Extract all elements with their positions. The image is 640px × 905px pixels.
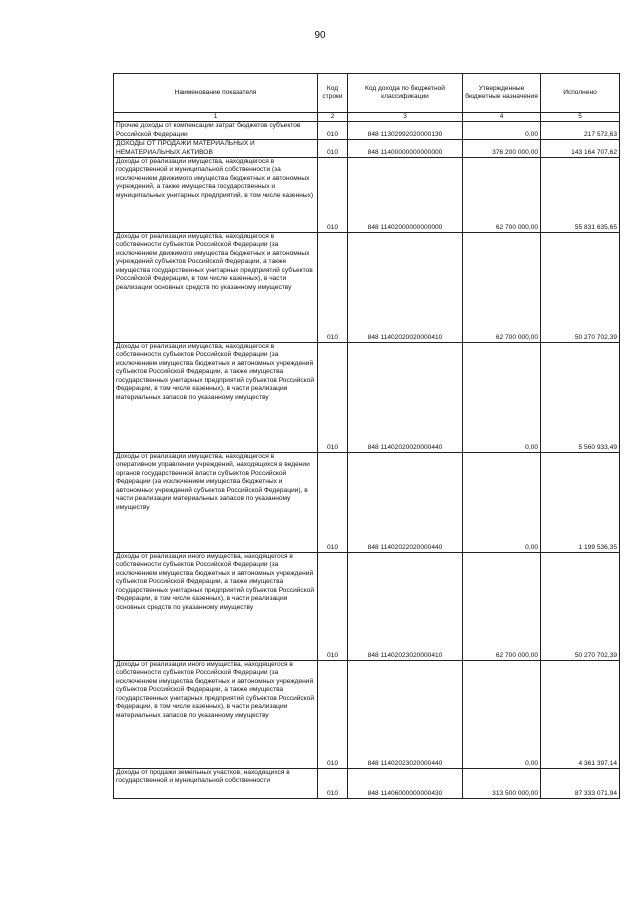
budget-code: 848 11400000000000000 — [348, 140, 463, 158]
executed-amount: 87 333 071,94 — [541, 768, 620, 798]
line-code: 010 — [318, 232, 348, 342]
indicator-name: Доходы от реализации имущества, находящегося в государственной и муниципальной собственности (за исключением движимого имущества бюджетных и автономных учреждений, а также имущества государственных и муниципальных унитарных предприятий, в том числе казенных) — [114, 157, 318, 232]
line-code: 010 — [318, 768, 348, 798]
line-code: 010 — [318, 552, 348, 660]
indicator-name: Доходы от реализации имущества, находящегося в собственности субъектов Российской Федерации (за исключением движимого имущества бюджетных и автономных учреждений субъектов Российской Федерации, а также имущества государственных унитарных предприятий субъектов Российской Федерации, в том числе казенных), в части реализации основных средств по указанному имуществу — [114, 232, 318, 342]
budget-code: 848 11402023020000410 — [348, 552, 463, 660]
line-code: 010 — [318, 157, 348, 232]
budget-code: 848 11406000000000430 — [348, 768, 463, 798]
executed-amount: 50 270 702,39 — [541, 552, 620, 660]
table-row — [114, 660, 620, 768]
table-row — [114, 552, 620, 660]
indicator-name: ДОХОДЫ ОТ ПРОДАЖИ МАТЕРИАЛЬНЫХ И НЕМАТЕРИАЛЬНЫХ АКТИВОВ — [114, 140, 318, 158]
table-row — [114, 342, 620, 452]
line-code: 010 — [318, 342, 348, 452]
table-row — [114, 140, 620, 158]
approved-amount: 62 700 000,00 — [463, 157, 541, 232]
indicator-name: Доходы от продажи земельных участков, находящихся в государственной и муниципальной собственности — [114, 768, 318, 798]
executed-amount: 4 361 397,14 — [541, 660, 620, 768]
revenue-table — [113, 73, 620, 799]
indicator-name: Доходы от реализации имущества, находящегося в оперативном управлении учреждений, находящихся в ведении органов государственной власти субъектов Российской Федерации (за исключением имущества бюджетных и автономных учреждений субъектов Российской Федерации), в части реализации материальных запасов по указанному имуществу — [114, 452, 318, 552]
executed-amount: 1 199 536,35 — [541, 452, 620, 552]
budget-code: 848 11302992020000130 — [348, 122, 463, 140]
budget-code: 848 11402020020000440 — [348, 342, 463, 452]
page-number: 90 — [314, 30, 326, 41]
line-code: 010 — [318, 122, 348, 140]
approved-amount: 62 700 000,00 — [463, 552, 541, 660]
approved-amount: 0,00 — [463, 660, 541, 768]
approved-amount: 313 500 000,00 — [463, 768, 541, 798]
line-code: 010 — [318, 140, 348, 158]
table-row — [114, 122, 620, 140]
header-budget-code: Код дохода по бюджетной классификации — [348, 74, 463, 113]
line-code: 010 — [318, 452, 348, 552]
table-row — [114, 157, 620, 232]
approved-amount: 62 700 000,00 — [463, 232, 541, 342]
column-index: 5 — [541, 113, 620, 122]
approved-amount: 0,00 — [463, 122, 541, 140]
header-line-code: Код строки — [318, 74, 348, 113]
executed-amount: 55 831 635,65 — [541, 157, 620, 232]
column-index-row — [114, 113, 620, 122]
column-index: 3 — [348, 113, 463, 122]
indicator-name: Доходы от реализации иного имущества, находящегося в собственности субъектов Российской Федерации (за исключением имущества бюджетных и автономных учреждений субъектов Российской Федерации, а также имущества государственных унитарных предприятий субъектов Российской Федерации, в том числе казенных), в части реализации основных средств по указанному имуществу — [114, 552, 318, 660]
executed-amount: 50 270 702,39 — [541, 232, 620, 342]
approved-amount: 0,00 — [463, 342, 541, 452]
approved-amount: 0,00 — [463, 452, 541, 552]
indicator-name: Доходы от реализации иного имущества, находящегося в собственности субъектов Российской Федерации (за исключением имущества бюджетных и автономных учреждений субъектов Российской Федерации, а также имущества государственных унитарных предприятий субъектов Российской Федерации, в том числе казенных), в части реализации материальных запасов по указанному имуществу — [114, 660, 318, 768]
column-index: 2 — [318, 113, 348, 122]
table-header-row — [114, 74, 620, 113]
indicator-name: Прочие доходы от компенсации затрат бюджетов субъектов Российской Федерации — [114, 122, 318, 140]
column-index: 4 — [463, 113, 541, 122]
indicator-name: Доходы от реализации имущества, находящегося в собственности субъектов Российской Федерации (за исключением имущества бюджетных и автономных учреждений субъектов Российской Федерации, а также имущества государственных унитарных предприятий субъектов Российской Федерации, в том числе казенных), в части реализации материальных запасов по указанному имуществу — [114, 342, 318, 452]
approved-amount: 376 200 000,00 — [463, 140, 541, 158]
budget-code: 848 11402000000000000 — [348, 157, 463, 232]
column-index: 1 — [114, 113, 318, 122]
line-code: 010 — [318, 660, 348, 768]
table-row — [114, 768, 620, 798]
executed-amount: 217 572,63 — [541, 122, 620, 140]
header-executed: Исполнено — [541, 74, 620, 113]
budget-code: 848 11402020020000410 — [348, 232, 463, 342]
table-row — [114, 232, 620, 342]
executed-amount: 5 560 933,49 — [541, 342, 620, 452]
budget-code: 848 11402022020000440 — [348, 452, 463, 552]
budget-code: 848 11402023020000440 — [348, 660, 463, 768]
header-indicator-name: Наименование показателя — [114, 74, 318, 113]
header-approved: Утвержденные бюджетные назначения — [463, 74, 541, 113]
table-row — [114, 452, 620, 552]
executed-amount: 143 164 707,62 — [541, 140, 620, 158]
